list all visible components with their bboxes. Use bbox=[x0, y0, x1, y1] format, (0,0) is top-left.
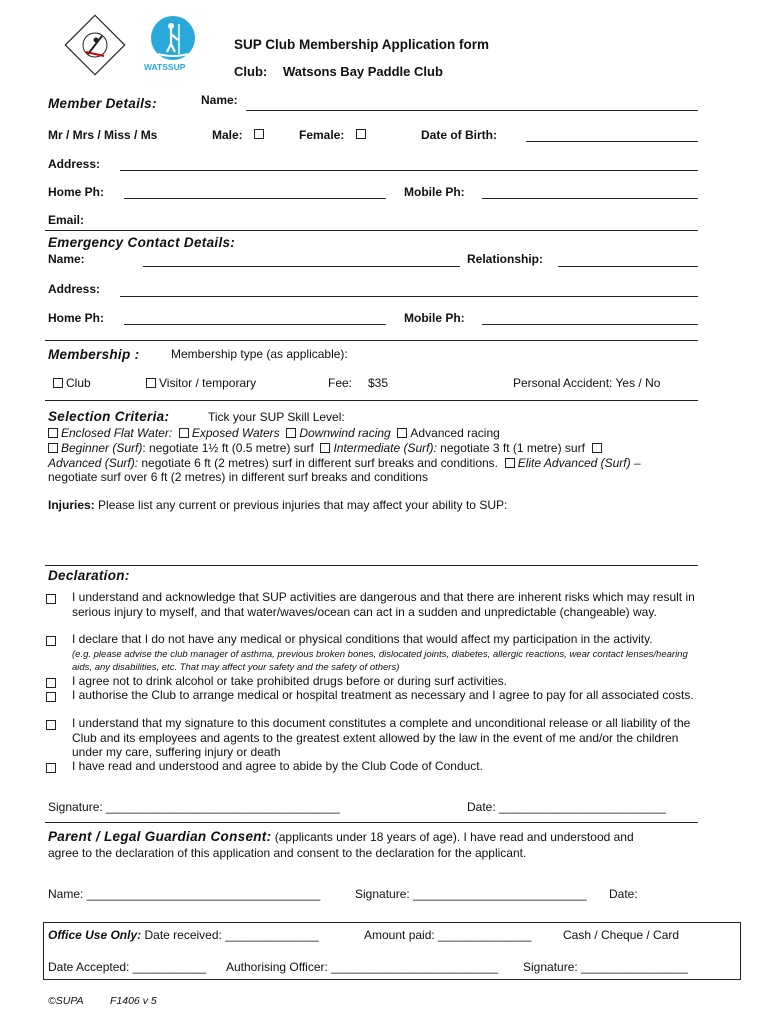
member-mobile-ph-field[interactable] bbox=[482, 198, 698, 199]
guardian-heading: Parent / Legal Guardian Consent: bbox=[48, 829, 272, 844]
emergency-address-field[interactable] bbox=[120, 296, 698, 297]
injuries-field[interactable] bbox=[48, 516, 698, 560]
declaration-item-1: I understand and acknowledge that SUP activities are dangerous and that there are inherent risks which may result in serious injury to myself, and that water/waves/ocean can act in a sudden and unpredictable (changeable) way. bbox=[72, 590, 695, 619]
member-name-field[interactable] bbox=[246, 110, 698, 111]
declaration-signature-field[interactable]: Signature: ___________________________________ bbox=[48, 800, 340, 814]
emergency-address-label: Address: bbox=[48, 282, 101, 296]
emergency-heading: Emergency Contact Details: bbox=[48, 235, 236, 250]
declaration-item-2: I declare that I do not have any medical or physical conditions that would affect my participation in the activity. bbox=[72, 632, 653, 646]
payment-method[interactable]: Cash / Cheque / Card bbox=[563, 928, 680, 942]
title-options: Mr / Mrs / Miss / Ms bbox=[48, 128, 158, 142]
member-details-heading: Member Details: bbox=[48, 96, 157, 111]
enclosed-checkbox[interactable] bbox=[48, 428, 58, 438]
office-signature-field[interactable]: Signature: ________________ bbox=[523, 960, 688, 974]
dob-label: Date of Birth: bbox=[421, 128, 497, 142]
advanced-racing-checkbox[interactable] bbox=[397, 428, 407, 438]
selection-heading: Selection Criteria: bbox=[48, 409, 170, 424]
skill-row-1 bbox=[48, 426, 500, 440]
guardian-date-field[interactable]: Date: bbox=[609, 887, 638, 901]
club-checkbox[interactable] bbox=[53, 378, 63, 388]
visitor-option-label: Visitor / temporary bbox=[159, 376, 257, 390]
club-label: Club: bbox=[234, 64, 268, 79]
male-label: Male: bbox=[212, 128, 243, 142]
injuries-label: Injuries: bbox=[48, 498, 95, 512]
fee-value: $35 bbox=[368, 376, 389, 390]
injuries-row bbox=[48, 498, 507, 512]
advanced-racing-label: Advanced racing bbox=[410, 426, 500, 440]
dob-field[interactable] bbox=[526, 141, 698, 142]
member-email-label: Email: bbox=[48, 213, 85, 227]
divider bbox=[45, 400, 698, 401]
selection-instruction: Tick your SUP Skill Level: bbox=[208, 410, 345, 424]
member-name-label: Name: bbox=[201, 93, 238, 107]
divider bbox=[45, 822, 698, 823]
declaration-item-6: I have read and understood and agree to abide by the Club Code of Conduct. bbox=[72, 759, 483, 773]
club-name: Watsons Bay Paddle Club bbox=[283, 64, 443, 79]
divider bbox=[45, 565, 698, 566]
declaration-checkbox-2[interactable] bbox=[46, 636, 56, 646]
logo-text: WATSSUP bbox=[144, 62, 186, 72]
member-mobile-ph-label: Mobile Ph: bbox=[404, 185, 465, 199]
declaration-checkbox-1[interactable] bbox=[46, 594, 56, 604]
divider bbox=[45, 340, 698, 341]
downwind-label: Downwind racing bbox=[299, 426, 391, 440]
emergency-mobile-ph-field[interactable] bbox=[482, 324, 698, 325]
declaration-checkbox-4[interactable] bbox=[46, 692, 56, 702]
declaration-checkbox-5[interactable] bbox=[46, 720, 56, 730]
emergency-name-field[interactable] bbox=[143, 266, 460, 267]
fee-label: Fee: bbox=[328, 376, 353, 390]
elite-checkbox[interactable] bbox=[505, 458, 515, 468]
office-row-1 bbox=[48, 928, 319, 942]
declaration-item-4: I authorise the Club to arrange medical or hospital treatment as necessary and I agree to pay for all associated costs. bbox=[72, 688, 694, 702]
enclosed-label: Enclosed Flat Water: bbox=[61, 426, 173, 440]
exposed-checkbox[interactable] bbox=[179, 428, 189, 438]
form-code: F1406 v 5 bbox=[110, 995, 157, 1007]
membership-heading: Membership : bbox=[48, 347, 140, 362]
emergency-home-ph-field[interactable] bbox=[124, 324, 386, 325]
beginner-desc: : negotiate 1½ ft (0.5 metre) surf bbox=[142, 441, 314, 455]
authorising-officer-field[interactable]: Authorising Officer: _________________________ bbox=[226, 960, 499, 974]
supa-logo bbox=[60, 10, 130, 80]
elite-label: Elite Advanced (Surf) – bbox=[517, 456, 641, 470]
watssup-logo bbox=[138, 14, 208, 76]
member-address-label: Address: bbox=[48, 157, 101, 171]
club-option-label: Club bbox=[66, 376, 91, 390]
declaration-checkbox-3[interactable] bbox=[46, 678, 56, 688]
amount-paid-field[interactable]: Amount paid: ______________ bbox=[364, 928, 532, 942]
guardian-text-1: (applicants under 18 years of age). I have read and understood and bbox=[274, 830, 634, 844]
intermediate-label: Intermediate (Surf): bbox=[333, 441, 437, 455]
emergency-mobile-ph-label: Mobile Ph: bbox=[404, 311, 465, 325]
visitor-option[interactable] bbox=[146, 376, 256, 390]
club-option[interactable] bbox=[53, 376, 91, 390]
office-heading: Office Use Only: bbox=[48, 928, 142, 942]
intermediate-checkbox[interactable] bbox=[320, 443, 330, 453]
guardian-signature-field[interactable]: Signature: __________________________ bbox=[355, 887, 587, 901]
guardian-row bbox=[48, 829, 634, 844]
declaration-item-3: I agree not to drink alcohol or take prohibited drugs before or during surf activities. bbox=[72, 674, 507, 688]
date-received-field[interactable]: Date received: ______________ bbox=[144, 928, 319, 942]
form-title: SUP Club Membership Application form bbox=[234, 37, 490, 52]
copyright: ©SUPA bbox=[48, 995, 84, 1007]
emergency-home-ph-label: Home Ph: bbox=[48, 311, 105, 325]
guardian-name-field[interactable]: Name: ___________________________________ bbox=[48, 887, 321, 901]
relationship-field[interactable] bbox=[558, 266, 698, 267]
intermediate-desc: negotiate 3 ft (1 metre) surf bbox=[436, 441, 585, 455]
medical-note: (e.g. please advise the club manager of asthma, previous broken bones, dislocated joints, diabetes, allergic reactions, wear contact lenses/hearing aids, any disabilities, etc. That may affect your safety and the safety of others) bbox=[72, 649, 688, 673]
exposed-label: Exposed Waters bbox=[191, 426, 280, 440]
declaration-date-field[interactable]: Date: _________________________ bbox=[467, 800, 666, 814]
advanced-label: Advanced (Surf): bbox=[48, 456, 139, 470]
injuries-text: Please list any current or previous injuries that may affect your ability to SUP: bbox=[98, 498, 508, 512]
beginner-checkbox[interactable] bbox=[48, 443, 58, 453]
elite-desc: negotiate surf over 6 ft (2 metres) in different surf breaks and conditions bbox=[48, 470, 428, 484]
personal-accident[interactable]: Personal Accident: Yes / No bbox=[513, 376, 661, 390]
advanced-checkbox[interactable] bbox=[592, 443, 602, 453]
declaration-item-5: I understand that my signature to this document constitutes a complete and unconditional release or all liability of the Club and its employees and agents to the greatest extent allowed by the law in the event of me and/or the children under my care, suffering injury or death bbox=[72, 716, 691, 759]
declaration-checkbox-6[interactable] bbox=[46, 763, 56, 773]
declaration-heading: Declaration: bbox=[48, 568, 130, 583]
emergency-name-label: Name: bbox=[48, 252, 85, 266]
date-accepted-field[interactable]: Date Accepted: ___________ bbox=[48, 960, 207, 974]
beginner-label: Beginner (Surf) bbox=[61, 441, 143, 455]
skill-row-3 bbox=[48, 456, 641, 470]
member-home-ph-field[interactable] bbox=[124, 198, 386, 199]
membership-type-label: Membership type (as applicable): bbox=[171, 347, 348, 361]
guardian-text-2: agree to the declaration of this application and consent to the declaration for the applicant. bbox=[48, 846, 527, 860]
advanced-desc: negotiate 6 ft (2 metres) surf in different surf breaks and conditions. bbox=[138, 456, 499, 470]
male-checkbox[interactable] bbox=[254, 129, 264, 139]
female-label: Female: bbox=[299, 128, 345, 142]
member-home-ph-label: Home Ph: bbox=[48, 185, 105, 199]
skill-row-2 bbox=[48, 441, 605, 455]
visitor-checkbox[interactable] bbox=[146, 378, 156, 388]
divider bbox=[45, 230, 698, 231]
relationship-label: Relationship: bbox=[467, 252, 544, 266]
member-address-field[interactable] bbox=[120, 170, 698, 171]
downwind-checkbox[interactable] bbox=[286, 428, 296, 438]
female-checkbox[interactable] bbox=[356, 129, 366, 139]
